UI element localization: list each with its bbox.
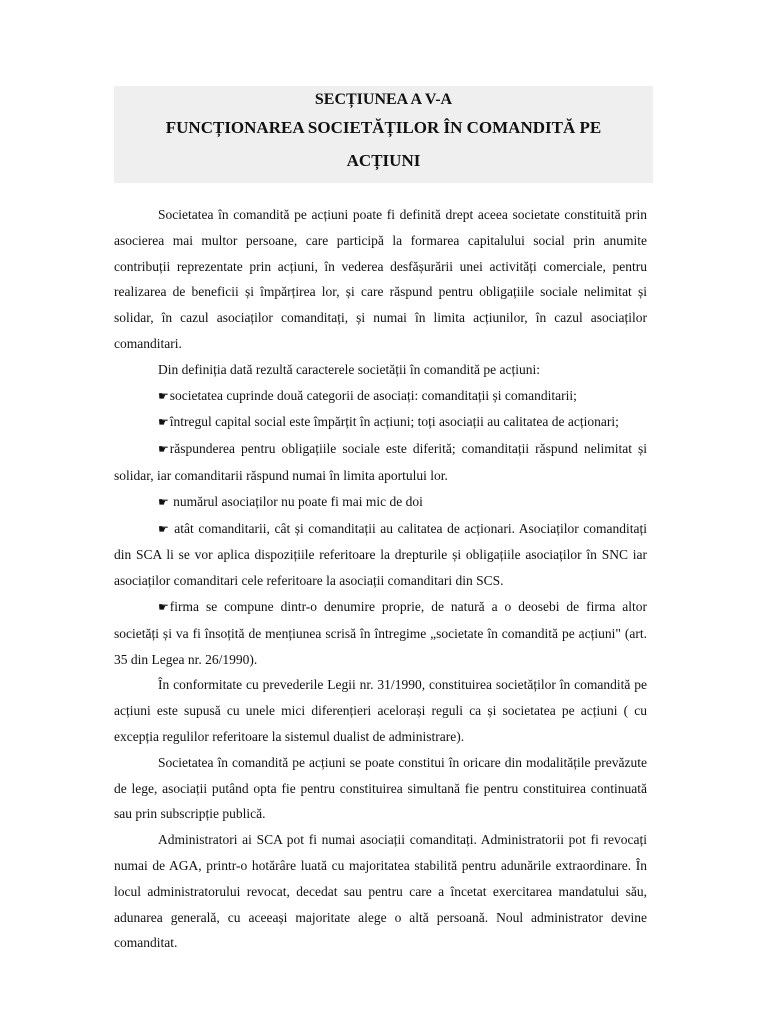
section-heading [114, 86, 653, 183]
bullet-item: ☛firma se compune dintr-o denumire proprie, de natură a o deosebi de firma altor societăți și va fi însoțită de mențiunea scrisă în întregime „societate în comandită pe acțiuni" (art. 35 din Legea nr. 26/1990). [114, 598, 647, 667]
pointing-hand-icon: ☛ [158, 388, 169, 403]
bullet-item: ☛societatea cuprinde două categorii de asociați: comanditații și comanditarii; [158, 387, 577, 403]
pointing-hand-icon: ☛ [158, 494, 169, 509]
section-title-line-1: FUNCȚIONAREA SOCIETĂȚILOR ÎN COMANDITĂ PE [165, 118, 602, 137]
bullet-item: ☛ numărul asociaților nu poate fi mai mic de doi [158, 493, 423, 509]
pointing-hand-icon: ☛ [158, 415, 169, 430]
bullet-item: ☛răspunderea pentru obligațiile sociale este diferită; comanditații răspund nelimitat și solidar, iar comanditarii răspund numai în limita aportului lor. [114, 441, 647, 483]
modalities-paragraph: Societatea în comandită pe acțiuni se poate constitui în oricare din modalitățile prevăzute de lege, asociații putând opta fie pentru constituirea simultană fie pentru constituirea continuată sau prin subscripție publică. [114, 754, 647, 822]
pointing-hand-icon: ☛ [158, 599, 169, 614]
document-body [114, 202, 647, 956]
administrators-paragraph: Administratori ai SCA pot fi numai asociații comanditați. Administratorii pot fi revocați numai de AGA, printr-o hotărâre luată cu majoritatea stabilită pentru adunările extraordinare. În locul administratorului revocat, decedat sau pentru care a încetat exercitarea mandatului său, adunarea generală, cu aceeași majoritate alege o altă persoană. Noul administrator devine comanditat. [114, 832, 647, 951]
section-number: SECȚIUNEA A V-A [314, 91, 453, 108]
bullet-item: ☛ atât comanditarii, cât și comanditații au calitatea de acționari. Asociaților comanditați din SCA li se vor aplica dispozițiile referitoare la drepturile și obligațiile asociaților în SNC iar asociaților comanditari cele referitoare la asociații comanditari din SCS. [114, 520, 647, 589]
constitution-paragraph: În conformitate cu prevederile Legii nr. 31/1990, constituirea societăților în comandită pe acțiuni este supusă cu unele mici diferențieri acelorași reguli ca și societatea pe acțiuni ( cu excepția regulilor referitoare la sistemul dualist de administrare). [114, 677, 647, 744]
definition-paragraph: Societatea în comandită pe acțiuni poate fi definită drept aceea societate constituită prin asocierea mai multor persoane, care participă la formarea capitalului social prin anumite contribuții reprezentate prin acțiuni, în vederea desfășurării unei activități comerciale, pentru realizarea de beneficii și împărțirea lor, și care răspund pentru obligațiile sociale nelimitat și solidar, în cazul asociaților comanditați, și numai în limita acțiunilor, în cazul asociaților comanditari. [114, 207, 647, 351]
pointing-hand-icon: ☛ [158, 442, 169, 457]
characteristics-intro: Din definiția dată rezultă caracterele societății în comandită pe acțiuni: [158, 361, 540, 377]
section-title-line-2: ACȚIUNI [346, 151, 421, 170]
pointing-hand-icon: ☛ [158, 521, 169, 536]
bullet-item: ☛întregul capital social este împărțit în acțiuni; toți asociații au calitatea de acționari; [158, 414, 619, 430]
